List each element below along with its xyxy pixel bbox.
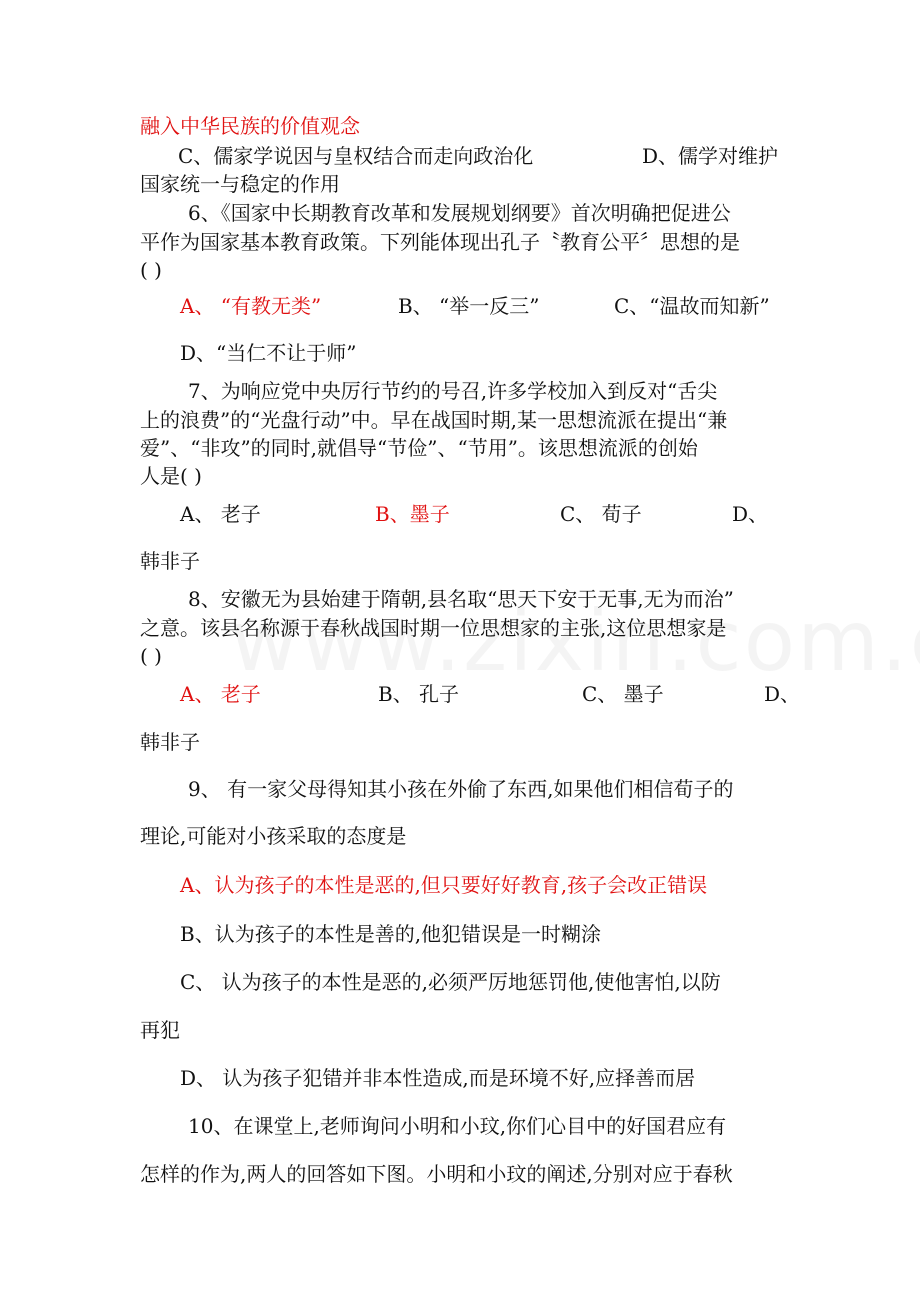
question-7-option-a: A、 老子 — [180, 502, 261, 526]
question-7-line-3: 爱”、“非攻”的同时,就倡导“节俭”、“节用”。该思想流派的创始 — [140, 436, 698, 460]
question-7-option-d-text: 韩非子 — [140, 549, 200, 573]
question-8-option-c: C、 墨子 — [582, 682, 664, 706]
question-9-option-b: B、认为孩子的本性是善的,他犯错误是一时糊涂 — [180, 922, 602, 946]
question-6-option-b: B、 “举一反三” — [398, 294, 540, 318]
question-7-answer-blank: 人是( ) — [140, 464, 202, 488]
question-6-line-2: 平作为国家基本教育政策。下列能体现出孔子〝教育公平〞思想的是 — [140, 230, 740, 254]
question-7-option-c: C、 荀子 — [560, 502, 642, 526]
question-6-option-d: D、“当仁不让于师” — [180, 341, 357, 365]
question-6-answer-blank: ( ) — [140, 258, 162, 282]
question-7-line-2: 上的浪费”的“光盘行动”中。早在战国时期,某一思想流派在提出“兼 — [140, 408, 728, 432]
option-c: C、儒家学说因与皇权结合而走向政治化 — [178, 144, 534, 168]
question-6-option-c: C、“温故而知新” — [614, 294, 770, 318]
question-7-option-b: B、墨子 — [375, 502, 450, 526]
question-8-line-1: 8、安徽无为县始建于隋朝,县名取“思天下安于无事,无为而治” — [188, 587, 734, 611]
question-6-option-a: A、 “有教无类” — [180, 294, 322, 318]
question-7-line-1: 7、为响应党中央厉行节约的号召,许多学校加入到反对“舌尖 — [188, 379, 718, 403]
question-8-line-2: 之意。该县名称源于春秋战国时期一位思想家的主张,这位思想家是 — [140, 616, 727, 640]
question-7-option-d: D、 — [732, 502, 769, 526]
question-9-option-c-continued: 再犯 — [140, 1018, 180, 1042]
question-8-answer-blank: ( ) — [140, 644, 162, 668]
question-9-option-a: A、认为孩子的本性是恶的,但只要好好教育,孩子会改正错误 — [180, 873, 708, 897]
question-9-line-2: 理论,可能对小孩采取的态度是 — [140, 824, 407, 848]
continued-option-text: 融入中华民族的价值观念 — [140, 114, 360, 138]
question-9-option-c: C、 认为孩子的本性是恶的,必须严厉地惩罚他,使他害怕,以防 — [180, 970, 721, 994]
question-10-line-1: 10、在课堂上,老师询问小明和小玟,你们心目中的好国君应有 — [188, 1114, 727, 1138]
question-8-option-b: B、 孔子 — [378, 682, 460, 706]
question-9-option-d: D、 认为孩子犯错并非本性造成,而是环境不好,应择善而居 — [180, 1066, 696, 1090]
question-8-option-d: D、 — [764, 682, 801, 706]
question-6-line-1: 6、《国家中长期教育改革和发展规划纲要》首次明确把促进公 — [188, 201, 731, 225]
question-8-option-d-text: 韩非子 — [140, 730, 200, 754]
option-d: D、儒学对维护 — [642, 144, 779, 168]
question-8-option-a: A、 老子 — [180, 682, 261, 706]
option-d-continued: 国家统一与稳定的作用 — [140, 172, 340, 196]
question-9-line-1: 9、 有一家父母得知其小孩在外偷了东西,如果他们相信荀子的 — [188, 777, 734, 801]
question-10-line-2: 怎样的作为,两人的回答如下图。小明和小玟的阐述,分别对应于春秋 — [140, 1162, 733, 1186]
